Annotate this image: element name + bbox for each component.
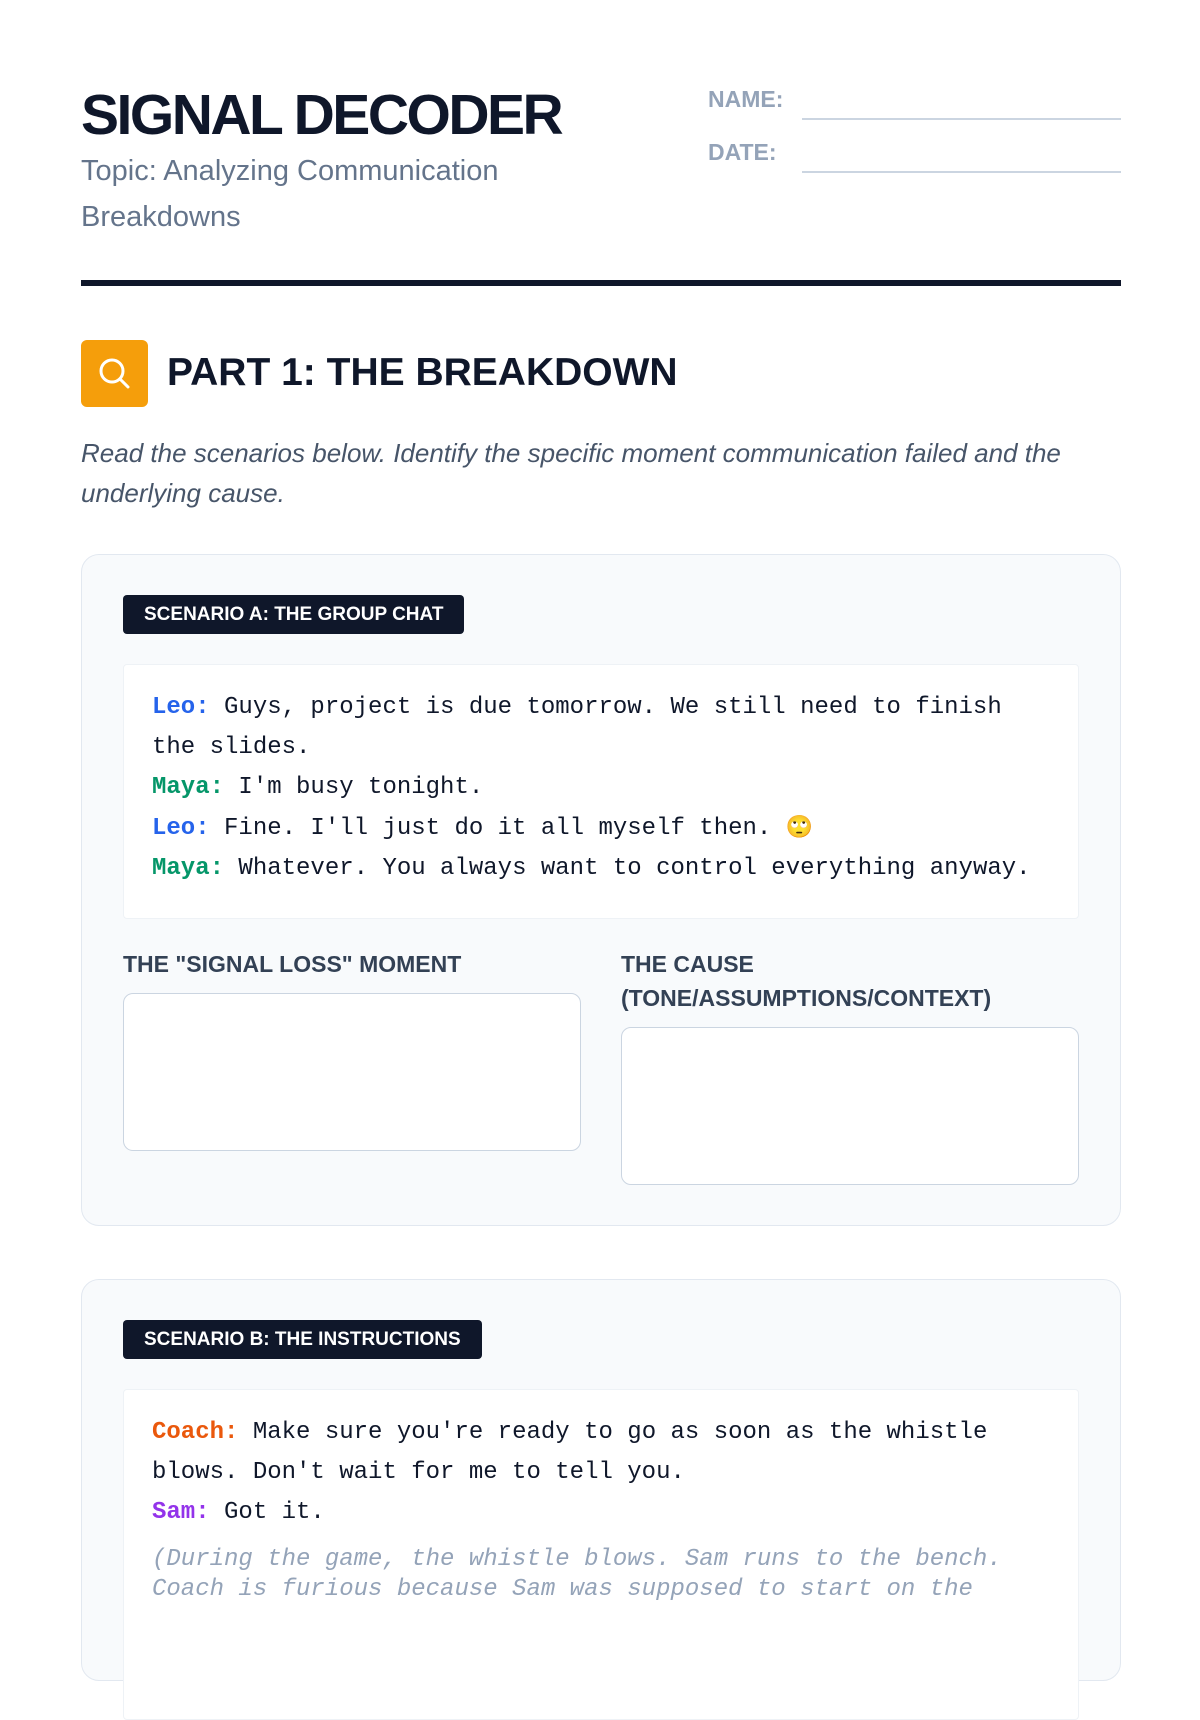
eye-roll-emoji-icon: 🙄 [785, 815, 814, 840]
scenario-a-transcript [123, 664, 1079, 919]
scenario-b-transcript [123, 1389, 1079, 1720]
scenario-b-tag: SCENARIO B: THE INSTRUCTIONS [123, 1320, 482, 1359]
chat-line [152, 849, 1050, 889]
chat-text: Fine. I'll just do it all myself then. [209, 815, 786, 842]
speaker-leo: Leo: [152, 815, 210, 842]
chat-text: Make sure you're ready to go as soon as the whistle blows. Don't wait for me to tell you. [152, 1419, 988, 1486]
worksheet-header [81, 0, 1121, 286]
signal-loss-answer-box[interactable] [123, 993, 581, 1151]
topic-subtitle: Topic: Analyzing Communication Breakdowns [81, 155, 499, 233]
chat-line [152, 1413, 1050, 1493]
chat-line [152, 768, 1050, 808]
date-blank-line[interactable] [802, 171, 1121, 173]
header-divider [81, 280, 1121, 286]
chat-line [152, 688, 1050, 768]
search-icon [81, 340, 148, 407]
worksheet-page [81, 0, 1121, 1603]
search-icon-glyph [95, 354, 134, 393]
scenario-b-card [81, 1279, 1121, 1681]
part1-instructions: Read the scenarios below. Identify the specific moment communication failed and the underlying cause. [81, 438, 1061, 508]
part1-heading [81, 340, 1121, 407]
worksheet-title: SIGNAL DECODER [81, 83, 562, 147]
speaker-maya: Maya: [152, 774, 225, 801]
scenario-a-card [81, 554, 1121, 1226]
speaker-leo: Leo: [152, 694, 210, 721]
cause-label: THE CAUSE (TONE/ASSUMPTIONS/CONTEXT) [621, 951, 992, 1011]
name-field[interactable] [708, 80, 1121, 120]
part1-title: PART 1: THE BREAKDOWN [167, 351, 678, 394]
chat-line [152, 808, 1050, 849]
date-label: DATE: [708, 139, 777, 165]
chat-line [152, 1493, 1050, 1533]
stage-direction: (During the game, the whistle blows. Sam runs to the bench. Coach is furious because Sam was supposed to start on the [152, 1546, 1002, 1603]
chat-text: Got it. [209, 1499, 325, 1526]
speaker-coach: Coach: [152, 1419, 239, 1446]
name-label: NAME: [708, 86, 784, 112]
cause-column [621, 947, 1079, 1185]
chat-text: I'm busy tonight. [224, 774, 484, 801]
signal-loss-label: THE "SIGNAL LOSS" MOMENT [123, 951, 462, 977]
name-blank-line[interactable] [802, 118, 1121, 120]
chat-text: Whatever. You always want to control everything anyway. [224, 855, 1031, 882]
cause-answer-box[interactable] [621, 1027, 1079, 1185]
speaker-maya: Maya: [152, 855, 225, 882]
date-field[interactable] [708, 133, 1121, 173]
chat-text: Guys, project is due tomorrow. We still need to finish the slides. [152, 694, 1002, 761]
signal-loss-column [123, 947, 581, 1151]
speaker-sam: Sam: [152, 1499, 210, 1526]
scenario-a-tag: SCENARIO A: THE GROUP CHAT [123, 595, 464, 634]
